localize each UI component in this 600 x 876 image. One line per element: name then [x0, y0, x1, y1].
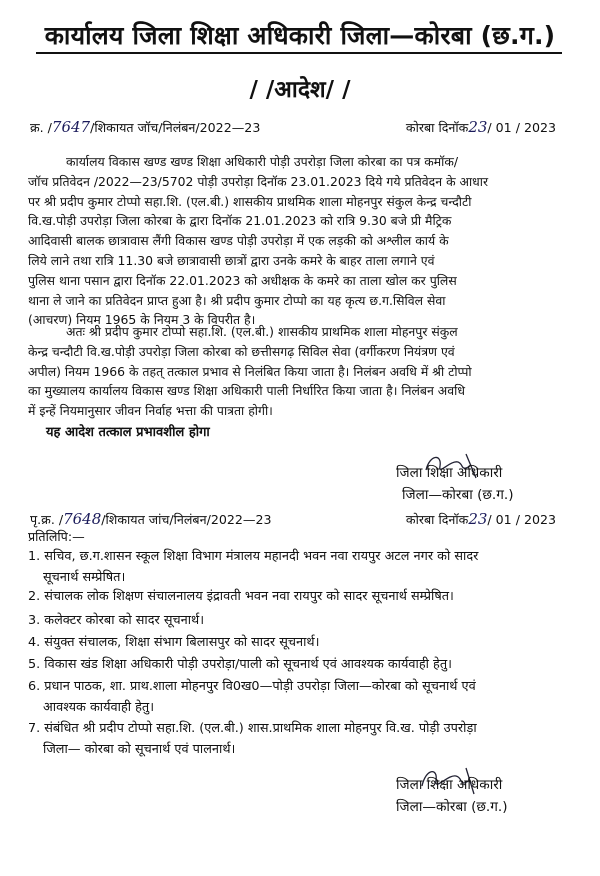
signatory-office: जिला—कोरबा (छ.ग.) — [396, 799, 508, 815]
copy-line: 5. विकास खंड शिक्षा अधिकारी पोड़ी उपरोड़ा/पाली को सूचनार्थ एवं आवश्यक कार्यवाही हेतु। — [28, 657, 452, 672]
paragraph-line: केन्द्र चन्दौटी वि.ख.पोड़ी उपरोड़ा जिला कोरबा को छत्तीसगढ़ सिविल सेवा (वर्गीकरण नियंत्रण एवं — [28, 343, 455, 359]
copy-line: 4. संयुक्त संचालक, शिक्षा संभाग बिलासपुर को सादर सूचनार्थ। — [28, 635, 320, 650]
paragraph-line: (आचरण) नियम 1965 के नियम 3 के विपरीत है। — [28, 312, 256, 328]
ref-prefix: क्र. / — [30, 120, 52, 135]
paragraph-line: पर श्री प्रदीप कुमार टोप्पो सहा.शि. (एल.बी.) शासकीय प्राथमिक शाला मोहनपुर संकुल केन्द्र चन्दौटी — [28, 193, 472, 209]
paragraph-line: लिये लाने तथा रात्रि 11.30 बजे छात्रावासी छात्रों द्वारा उनके कमरे के बाहर ताला लगाने एवं — [28, 252, 435, 268]
date-suffix: / 01 / 2023 — [487, 512, 556, 527]
body-paragraph-2 — [28, 322, 554, 421]
copy-line: जिला— कोरबा को सूचनार्थ एवं पालनार्थ। — [43, 742, 236, 757]
paragraph-line: अपील) नियम 1966 के तहत् तत्काल प्रभाव से निलंबित किया जाता है। निलंबन अवधि में श्री टोप्पो — [28, 363, 472, 379]
date-suffix: / 01 / 2023 — [487, 120, 556, 135]
paragraph-line: में इन्हें नियमानुसार जीवन निर्वाह भत्ता की पात्रता होगी। — [28, 403, 273, 419]
copy-line: सूचनार्थ सम्प्रेषित। — [43, 570, 126, 585]
paragraph-line: थाना ले जाने का प्रतिवेदन प्राप्त हुआ है। श्री प्रदीप कुमार टोप्पो का यह कृत्य छ.ग.सिविल सेवा — [28, 292, 446, 308]
signature-block — [396, 462, 514, 506]
signatory-designation: जिला शिक्षा अधिकारी — [396, 465, 503, 481]
copy-line: 6. प्रधान पाठक, शा. प्राथ.शाला मोहनपुर वि0ख0—पोड़ी उपरोड़ा जिला—कोरबा को सूचनार्थ एवं — [28, 679, 476, 694]
paragraph-line: का मुख्यालय कार्यालय विकास खण्ड शिक्षा अधिकारी पाली निर्धारित किया जाता है। निलंबन अवधि — [28, 383, 465, 399]
endorsement-number — [30, 510, 271, 528]
copy-line: आवश्यक कार्यवाही हेतु। — [43, 700, 155, 715]
ref-prefix: पृ.क्र. / — [30, 512, 64, 527]
copy-line: 3. कलेक्टर कोरबा को सादर सूचनार्थ। — [28, 613, 205, 628]
copy-heading: प्रतिलिपि:— — [28, 529, 85, 544]
copy-item-4 — [28, 632, 319, 653]
paragraph-line: कार्यालय विकास खण्ड खण्ड शिक्षा अधिकारी पोड़ी उपरोड़ा जिला कोरबा का पत्र कमॉक/ — [66, 154, 459, 169]
signature-block-2 — [396, 774, 508, 818]
ref-suffix: /शिकायत जॉच/निलंबन/2022—23 — [90, 120, 261, 135]
paragraph-line: अतः श्री प्रदीप कुमार टोप्पो सहा.शि. (एल.बी.) शासकीय प्राथमिक शाला मोहनपुर संकुल — [66, 324, 458, 339]
effective-statement: यह आदेश तत्काल प्रभावशील होगा — [46, 425, 210, 440]
paragraph-line: पुलिस थाना पसान द्वारा दिनॉक 22.01.2023 को अधीक्षक के कमरे का ताला खोल कर पुलिस — [28, 272, 457, 288]
reference-date — [406, 118, 556, 136]
paragraph-line: आदिवासी बालक छात्रावास लैंगी विकास खण्ड पोड़ी उपरोड़ा में एक लड़की को अश्लील कार्य के — [28, 233, 449, 249]
copy-item-3 — [28, 610, 204, 631]
paragraph-line: वि.ख.पोड़ी उपरोड़ा जिला कोरबा के द्वारा दिनॉक 21.01.2023 को रात्रि 9.30 बजे प्री मैट्रिक — [28, 213, 452, 229]
title-underline — [36, 52, 562, 54]
date-handwritten-day: 23 — [468, 118, 488, 136]
copy-line: 7. संबंधित श्री प्रदीप टोप्पो सहा.शि. (एल.बी.) शास.प्राथमिक शाला मोहनपुर वि.ख. पोड़ी उपरोड़ा — [28, 721, 477, 736]
signatory-office: जिला—कोरबा (छ.ग.) — [402, 487, 514, 503]
ref-handwritten-number: 7648 — [63, 510, 102, 528]
copy-item-7 — [28, 718, 477, 760]
ref-handwritten-number: 7647 — [51, 118, 91, 136]
ref-suffix: /शिकायत जांच/निलंबन/2022—23 — [101, 512, 272, 527]
paragraph-line: जॉच प्रतिवेदन /2022—23/5702 पोड़ी उपरोड़ा दिनॉक 23.01.2023 दिये गये प्रतिवेदन के आधार — [28, 173, 489, 189]
copy-line: 1. सचिव, छ.ग.शासन स्कूल शिक्षा विभाग मंत्रालय महानदी भवन नवा रायपुर अटल नगर को सादर — [28, 549, 479, 564]
copy-line: 2. संचालक लोक शिक्षण संचालनालय इंद्रावती भवन नवा रायपुर को सादर सूचनार्थ सम्प्रेषित। — [28, 589, 454, 604]
office-title: कार्यालय जिला शिक्षा अधिकारी जिला—कोरबा (छ.ग.) — [44, 21, 556, 50]
copy-item-6 — [28, 676, 476, 718]
copy-item-5 — [28, 654, 452, 675]
date-prefix: कोरबा दिनॉक — [405, 512, 469, 527]
order-heading: / /आदेश/ / — [249, 77, 351, 103]
date-prefix: कोरबा दिनॉक — [405, 120, 469, 135]
endorsement-date — [406, 510, 556, 528]
copy-item-2 — [28, 586, 454, 607]
reference-number — [30, 118, 260, 136]
copy-item-1 — [28, 546, 478, 588]
signatory-designation: जिला शिक्षा अधिकारी — [396, 777, 503, 793]
date-handwritten-day: 23 — [468, 510, 488, 528]
body-paragraph-1 — [28, 152, 554, 330]
